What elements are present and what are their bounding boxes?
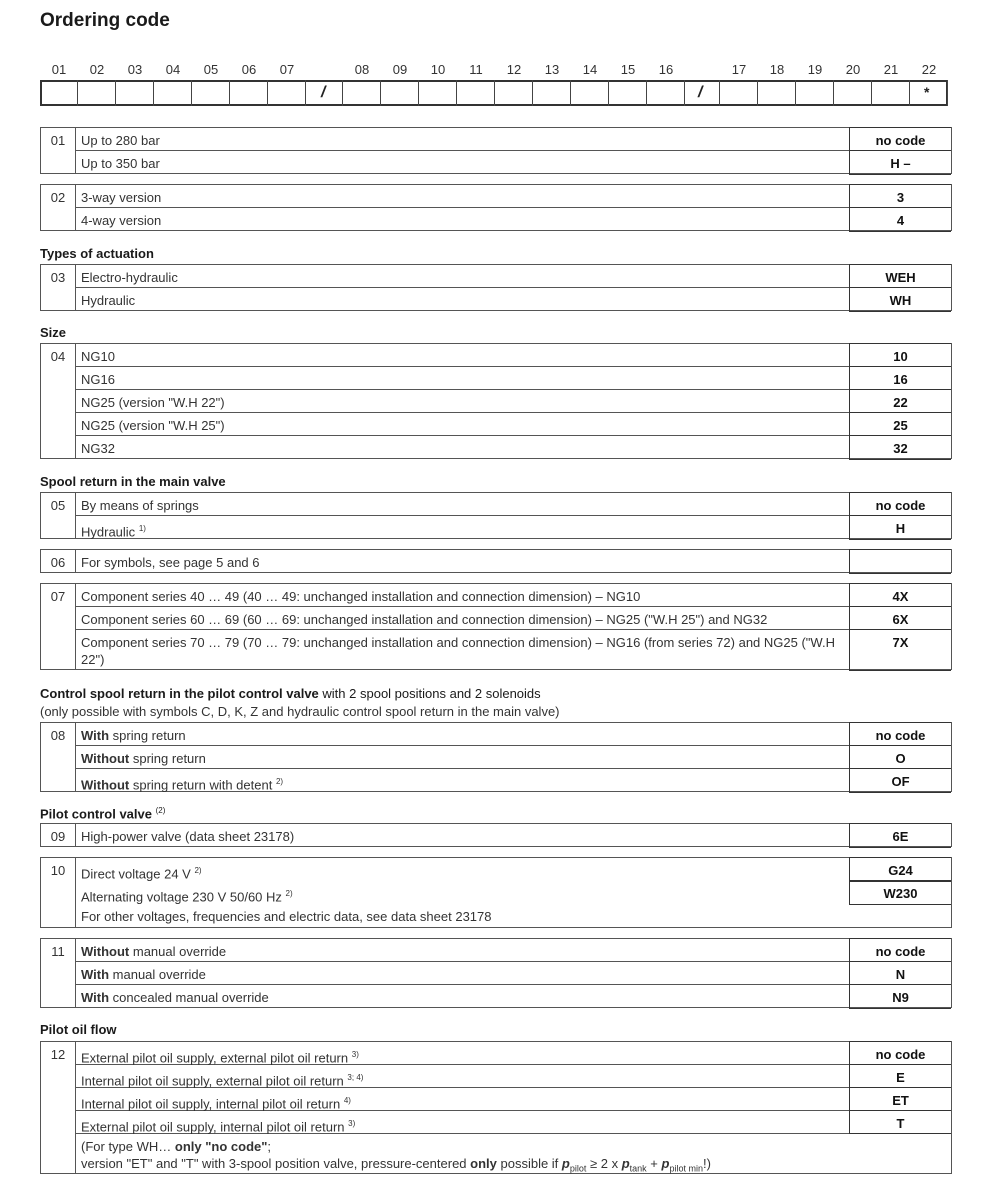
option-code: 3 bbox=[849, 184, 951, 208]
option-row bbox=[75, 607, 951, 630]
option-row bbox=[75, 208, 951, 231]
option-row bbox=[75, 769, 951, 792]
group-08 bbox=[40, 722, 952, 792]
code-position-number: 05 bbox=[203, 62, 219, 77]
option-code: 16 bbox=[849, 366, 951, 390]
code-position-number: 10 bbox=[430, 62, 446, 77]
option-code: H – bbox=[849, 150, 951, 175]
option-description: NG32 bbox=[81, 441, 115, 456]
option-row bbox=[75, 367, 951, 390]
code-position-number: 20 bbox=[845, 62, 861, 77]
option-code: 10 bbox=[849, 343, 951, 367]
group-number: 09 bbox=[50, 829, 66, 844]
option-description: NG10 bbox=[81, 349, 115, 364]
option-note-row bbox=[75, 1134, 951, 1174]
option-row bbox=[75, 939, 951, 962]
option-code: WH bbox=[849, 287, 951, 312]
option-description: Hydraulic $^{1)}$ bbox=[81, 524, 146, 540]
option-row bbox=[75, 151, 951, 174]
option-code: no code bbox=[849, 127, 951, 151]
option-code: 6E bbox=[849, 823, 951, 848]
group-number: 06 bbox=[50, 555, 66, 570]
option-row bbox=[75, 1088, 951, 1111]
option-row bbox=[75, 550, 951, 573]
option-description: With concealed manual override bbox=[81, 990, 269, 1005]
option-row bbox=[75, 723, 951, 746]
code-cell bbox=[116, 80, 154, 106]
code-cell bbox=[78, 80, 116, 106]
code-cell bbox=[758, 80, 796, 106]
group-07 bbox=[40, 583, 952, 670]
section-note: (only possible with symbols C, D, K, Z and hydraulic control spool return in the main valve) bbox=[40, 704, 560, 719]
code-position-number: 16 bbox=[658, 62, 674, 77]
group-01 bbox=[40, 127, 952, 174]
group-10 bbox=[40, 857, 952, 928]
group-03 bbox=[40, 264, 952, 311]
option-description: 4-way version bbox=[81, 213, 162, 228]
option-row bbox=[75, 493, 951, 516]
option-code: no code bbox=[849, 938, 951, 962]
option-description: NG16 bbox=[81, 372, 115, 387]
option-code: N bbox=[849, 961, 951, 985]
option-code: 6X bbox=[849, 606, 951, 630]
option-code: no code bbox=[849, 1041, 951, 1065]
option-code: WEH bbox=[849, 264, 951, 288]
code-cell bbox=[495, 80, 533, 106]
code-cell bbox=[609, 80, 647, 106]
option-row bbox=[75, 1111, 951, 1134]
group-number: 12 bbox=[50, 1047, 66, 1062]
code-position-number: 22 bbox=[921, 62, 937, 77]
code-asterisk: * bbox=[924, 84, 930, 100]
option-row bbox=[75, 344, 951, 367]
code-cell bbox=[834, 80, 872, 106]
option-row bbox=[75, 1042, 951, 1065]
option-code: 4X bbox=[849, 583, 951, 607]
code-position-number: 12 bbox=[506, 62, 522, 77]
group-09 bbox=[40, 823, 952, 847]
code-cell bbox=[647, 80, 685, 106]
option-description: Up to 350 bar bbox=[81, 156, 160, 171]
option-code: N9 bbox=[849, 984, 951, 1009]
option-description: Electro-hydraulic bbox=[81, 270, 178, 285]
code-position-number: 13 bbox=[544, 62, 560, 77]
option-code: G24 bbox=[849, 857, 951, 882]
group-number: 10 bbox=[50, 863, 66, 878]
option-row bbox=[75, 584, 951, 607]
code-position-number: 01 bbox=[51, 62, 67, 77]
code-cell bbox=[343, 80, 381, 106]
group-02 bbox=[40, 184, 952, 231]
group-number: 01 bbox=[50, 133, 66, 148]
option-row bbox=[75, 824, 951, 847]
option-code: ET bbox=[849, 1087, 951, 1111]
section-heading: Types of actuation bbox=[40, 246, 154, 261]
option-code: 25 bbox=[849, 412, 951, 436]
group-number: 05 bbox=[50, 498, 66, 513]
option-code: 7X bbox=[849, 629, 951, 671]
code-position-number: 08 bbox=[354, 62, 370, 77]
option-description: By means of springs bbox=[81, 498, 199, 513]
code-position-number: 03 bbox=[127, 62, 143, 77]
group-05 bbox=[40, 492, 952, 539]
option-code: 4 bbox=[849, 207, 951, 232]
option-row bbox=[75, 746, 951, 769]
option-row bbox=[75, 881, 951, 904]
option-description: 3-way version bbox=[81, 190, 162, 205]
option-row bbox=[75, 413, 951, 436]
group-06 bbox=[40, 549, 952, 573]
code-position-number: 02 bbox=[89, 62, 105, 77]
option-description: NG25 (version "W.H 22") bbox=[81, 395, 225, 410]
code-position-number: 09 bbox=[392, 62, 408, 77]
code-cell bbox=[154, 80, 192, 106]
option-description: Component series 70 … 79 (70 … 79: unchanged installation and connection dimension) – NG16 (from series 72) and NG25 ("W.H 22") bbox=[81, 635, 835, 667]
option-description: Component series 40 … 49 (40 … 49: unchanged installation and connection dimension) – NG10 bbox=[81, 589, 641, 604]
option-description: For other voltages, frequencies and electric data, see data sheet 23178 bbox=[81, 909, 492, 924]
option-description: High-power valve (data sheet 23178) bbox=[81, 829, 295, 844]
option-code: O bbox=[849, 745, 951, 769]
option-description: Component series 60 … 69 (60 … 69: unchanged installation and connection dimension) – NG25 ("W.H 25") and NG32 bbox=[81, 612, 768, 627]
code-cell bbox=[457, 80, 495, 106]
code-cell bbox=[381, 80, 419, 106]
option-row bbox=[75, 1065, 951, 1088]
code-position-number: 14 bbox=[582, 62, 598, 77]
group-number: 11 bbox=[51, 944, 65, 959]
code-cell bbox=[40, 80, 78, 106]
section-heading: Pilot control valve $^{(2)}$ bbox=[40, 806, 166, 822]
option-code: W230 bbox=[849, 880, 951, 905]
code-position-number: 17 bbox=[731, 62, 747, 77]
option-description: Internal pilot oil supply, external pilot oil return $^{3; 4)}$ bbox=[81, 1073, 364, 1089]
option-description: Alternating voltage 230 V 50/60 Hz $^{2)}$ bbox=[81, 889, 293, 905]
option-description: Without spring return bbox=[81, 751, 206, 766]
option-description: External pilot oil supply, internal pilot oil return $^{3)}$ bbox=[81, 1119, 356, 1135]
option-description: With manual override bbox=[81, 967, 206, 982]
option-description: Without spring return with detent $^{2)}$ bbox=[81, 777, 284, 793]
code-separator-slash: / bbox=[321, 84, 326, 101]
code-cell bbox=[571, 80, 609, 106]
option-row bbox=[75, 985, 951, 1008]
page-title: Ordering code bbox=[40, 10, 170, 31]
code-position-number: 19 bbox=[807, 62, 823, 77]
code-cell bbox=[533, 80, 571, 106]
option-row bbox=[75, 904, 951, 928]
option-row bbox=[75, 185, 951, 208]
option-description: For symbols, see page 5 and 6 bbox=[81, 555, 260, 570]
option-description: External pilot oil supply, external pilot oil return $^{3)}$ bbox=[81, 1050, 359, 1066]
option-code: E bbox=[849, 1064, 951, 1088]
code-cell bbox=[720, 80, 758, 106]
option-code: OF bbox=[849, 768, 951, 793]
option-description: Hydraulic bbox=[81, 293, 136, 308]
option-description: Up to 280 bar bbox=[81, 133, 160, 148]
option-description: Internal pilot oil supply, internal pilot oil return $^{4)}$ bbox=[81, 1096, 351, 1112]
option-code: no code bbox=[849, 722, 951, 746]
code-position-number: 11 bbox=[469, 62, 483, 77]
code-cell bbox=[796, 80, 834, 106]
group-number: 03 bbox=[50, 270, 66, 285]
code-position-number: 15 bbox=[620, 62, 636, 77]
option-row bbox=[75, 630, 951, 670]
code-position-number: 06 bbox=[241, 62, 257, 77]
code-cell bbox=[268, 80, 306, 106]
option-row bbox=[75, 436, 951, 459]
option-row bbox=[75, 128, 951, 151]
option-code bbox=[849, 549, 951, 574]
code-cell bbox=[419, 80, 457, 106]
section-heading: Spool return in the main valve bbox=[40, 474, 226, 489]
option-row bbox=[75, 288, 951, 311]
option-row bbox=[75, 516, 951, 539]
group-number: 02 bbox=[50, 190, 66, 205]
group-number: 07 bbox=[50, 589, 66, 604]
group-04 bbox=[40, 343, 952, 459]
option-description: NG25 (version "W.H 25") bbox=[81, 418, 225, 433]
code-position-number: 21 bbox=[883, 62, 899, 77]
code-cell bbox=[872, 80, 910, 106]
code-cell bbox=[230, 80, 268, 106]
code-position-number: 18 bbox=[769, 62, 785, 77]
code-separator-slash: / bbox=[698, 84, 703, 101]
section-heading: Pilot oil flow bbox=[40, 1022, 117, 1037]
option-description: With spring return bbox=[81, 728, 186, 743]
code-cell bbox=[192, 80, 230, 106]
option-code: H bbox=[849, 515, 951, 540]
section-heading: Size bbox=[40, 325, 67, 340]
option-code: no code bbox=[849, 492, 951, 516]
option-description: Direct voltage 24 V $^{2)}$ bbox=[81, 866, 202, 882]
group-11 bbox=[40, 938, 952, 1008]
option-description: Without manual override bbox=[81, 944, 227, 959]
section-heading: Control spool return in the pilot control valve with 2 spool positions and 2 solenoids bbox=[40, 686, 541, 701]
group-12 bbox=[40, 1041, 952, 1174]
option-row bbox=[75, 962, 951, 985]
code-position-number: 04 bbox=[165, 62, 181, 77]
option-row bbox=[75, 390, 951, 413]
option-code: T bbox=[849, 1110, 951, 1134]
pilot-oil-note: (For type WH… only "no code"; version "ET" and "T" with 3-spool position valve, pressure-centered only possible if $p_{pilot} \ge 2$ x $p_{tank} + p_{pilot min}$!) bbox=[81, 1139, 711, 1174]
option-row bbox=[75, 265, 951, 288]
option-code: 32 bbox=[849, 435, 951, 460]
option-row bbox=[75, 858, 951, 881]
group-number: 08 bbox=[50, 728, 66, 743]
code-position-number: 07 bbox=[279, 62, 295, 77]
group-number: 04 bbox=[50, 349, 66, 364]
option-code: 22 bbox=[849, 389, 951, 413]
